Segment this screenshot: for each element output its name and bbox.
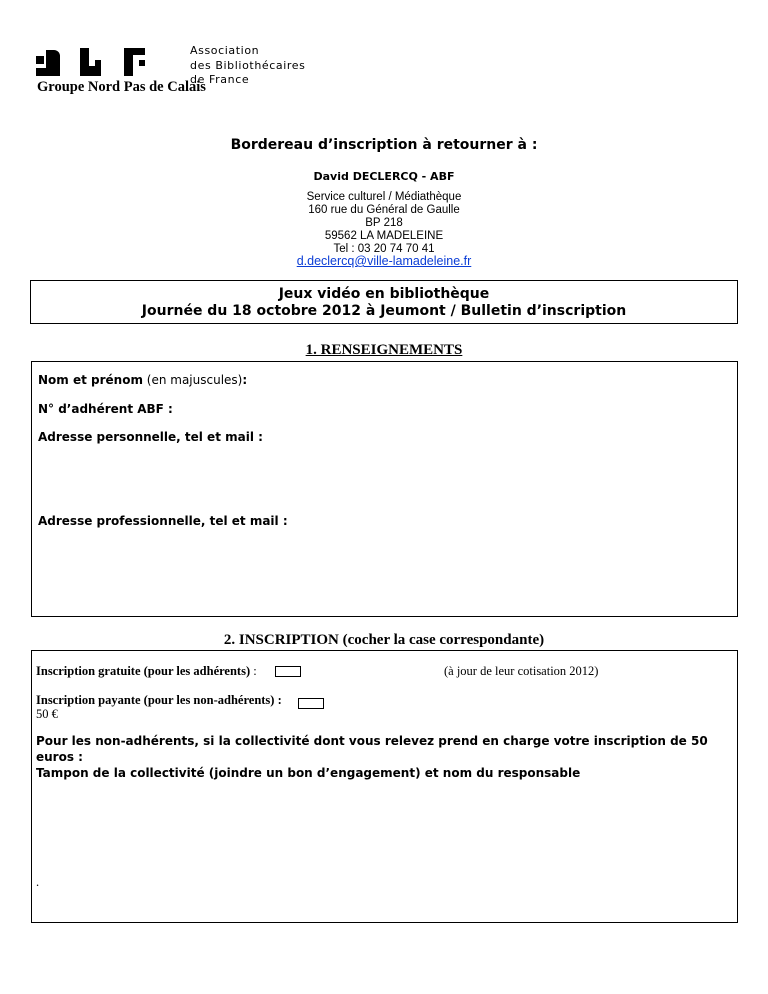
contact-address (0, 191, 768, 256)
address-line: Service culturel / Médiathèque (306, 191, 462, 203)
org-line-3: de France (190, 73, 250, 86)
member-number-label: N° d’adhérent ABF : (38, 402, 173, 416)
non-member-note (36, 733, 737, 781)
org-line-2: des Bibliothécaires (190, 58, 306, 72)
logo-letter-a (36, 50, 60, 76)
logo-organization-name (190, 44, 305, 88)
contact-email-link[interactable]: d.declercq@ville-lamadeleine.fr (296, 254, 472, 268)
contact-name: David DECLERCQ - ABF (313, 170, 455, 183)
name-label-colon: : (242, 373, 248, 387)
name-label-bold: Nom et prénom (38, 373, 143, 387)
footer-dot: . (36, 875, 40, 889)
paid-registration-label (36, 693, 282, 721)
name-field-label (38, 373, 247, 387)
paid-label-text: Inscription payante (pour les non-adhérents) : (36, 693, 282, 707)
section-2-box (31, 650, 738, 923)
event-title-box (30, 280, 738, 324)
address-line: 160 rue du Général de Gaulle (308, 204, 460, 216)
group-name: Groupe Nord Pas de Calais (37, 79, 206, 95)
event-subtitle: Journée du 18 octobre 2012 à Jeumont / Bulletin d’inscription (141, 303, 627, 319)
logo-letter-f (124, 48, 145, 76)
section-1-heading: 1. RENSEIGNEMENTS (305, 342, 463, 358)
non-member-note-line-2: Tampon de la collectivité (joindre un bon d’engagement) et nom du responsable (36, 766, 581, 780)
return-title: Bordereau d’inscription à retourner à : (230, 137, 538, 153)
logo-letter-b (80, 48, 101, 76)
free-registration-note: (à jour de leur cotisation 2012) (444, 664, 599, 678)
personal-address-label: Adresse personnelle, tel et mail : (38, 430, 263, 444)
address-line: BP 218 (365, 217, 403, 229)
free-label-text: Inscription gratuite (pour les adhérents) (36, 664, 251, 678)
address-line: 59562 LA MADELEINE (324, 230, 444, 242)
paid-registration-checkbox[interactable] (298, 698, 324, 709)
professional-address-label: Adresse professionnelle, tel et mail : (38, 514, 288, 528)
free-label-suffix: : (250, 664, 257, 678)
paid-price: 50 € (36, 707, 58, 721)
free-registration-checkbox[interactable] (275, 666, 301, 677)
abf-logo (36, 46, 160, 80)
section-1-box (31, 361, 738, 617)
event-title: Jeux vidéo en bibliothèque (278, 286, 490, 302)
address-line: Tel : 03 20 74 70 41 (333, 243, 435, 255)
name-label-normal: (en majuscules) (142, 373, 243, 387)
org-line-1: Association (190, 44, 260, 57)
non-member-note-line-1: Pour les non-adhérents, si la collectivité dont vous relevez prend en charge votre inscription de 50 euros : (36, 734, 708, 764)
section-2-heading: 2. INSCRIPTION (cocher la case correspondante) (223, 632, 545, 648)
free-registration-label (36, 664, 257, 679)
